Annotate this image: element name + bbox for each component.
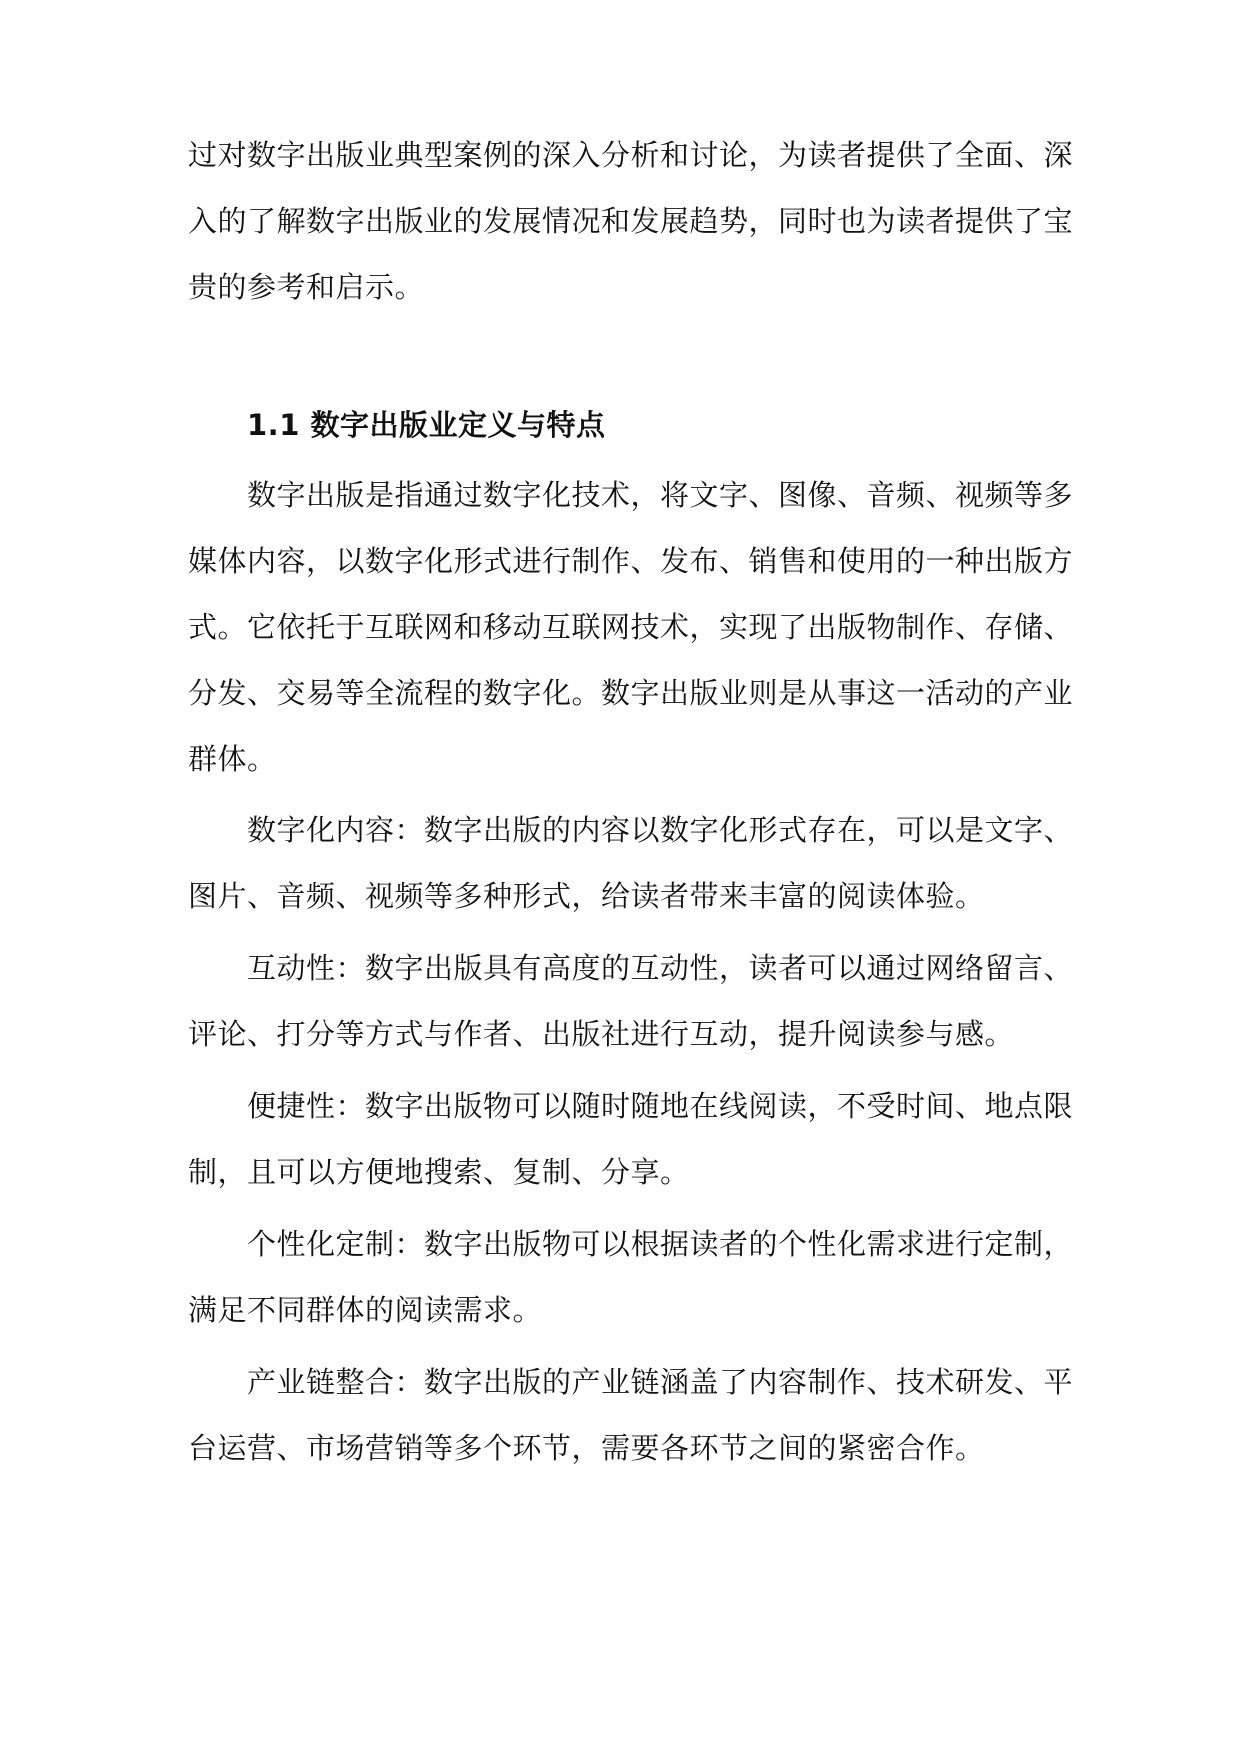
digital-content-line-1: 数字化内容：数字出版的内容以数字化形式存在，可以是文字、: [247, 813, 1074, 847]
customization-line-2: 满足不同群体的阅读需求。: [188, 1293, 543, 1327]
definition-line-3: 式。它依托于互联网和移动互联网技术，实现了出版物制作、存储、: [188, 610, 1074, 644]
digital-content-line-2: 图片、音频、视频等多种形式，给读者带来丰富的阅读体验。: [188, 879, 985, 913]
convenience-line-2: 制，且可以方便地搜索、复制、分享。: [188, 1155, 690, 1189]
definition-line-1: 数字出版是指通过数字化技术，将文字、图像、音频、视频等多: [247, 478, 1074, 512]
convenience-line-1: 便捷性：数字出版物可以随时随地在线阅读，不受时间、地点限: [247, 1089, 1074, 1123]
definition-line-4: 分发、交易等全流程的数字化。数字出版业则是从事这一活动的产业: [188, 676, 1074, 710]
industry-chain-line-2: 台运营、市场营销等多个环节，需要各环节之间的紧密合作。: [188, 1431, 985, 1465]
definition-line-2: 媒体内容，以数字化形式进行制作、发布、销售和使用的一种出版方: [188, 544, 1074, 578]
customization-line-1: 个性化定制：数字出版物可以根据读者的个性化需求进行定制，: [247, 1227, 1074, 1261]
industry-chain-line-1: 产业链整合：数字出版的产业链涵盖了内容制作、技术研发、平: [247, 1365, 1074, 1399]
interactivity-line-1: 互动性：数字出版具有高度的互动性，读者可以通过网络留言、: [247, 951, 1074, 985]
intro-line-2: 入的了解数字出版业的发展情况和发展趋势，同时也为读者提供了宝: [188, 204, 1074, 238]
definition-line-5: 群体。: [188, 742, 277, 776]
interactivity-line-2: 评论、打分等方式与作者、出版社进行互动，提升阅读参与感。: [188, 1017, 1015, 1051]
intro-line-1: 过对数字出版业典型案例的深入分析和讨论，为读者提供了全面、深: [188, 138, 1074, 172]
intro-line-3: 贵的参考和启示。: [188, 270, 425, 304]
section-heading: 1.1 数字出版业定义与特点: [247, 408, 606, 442]
